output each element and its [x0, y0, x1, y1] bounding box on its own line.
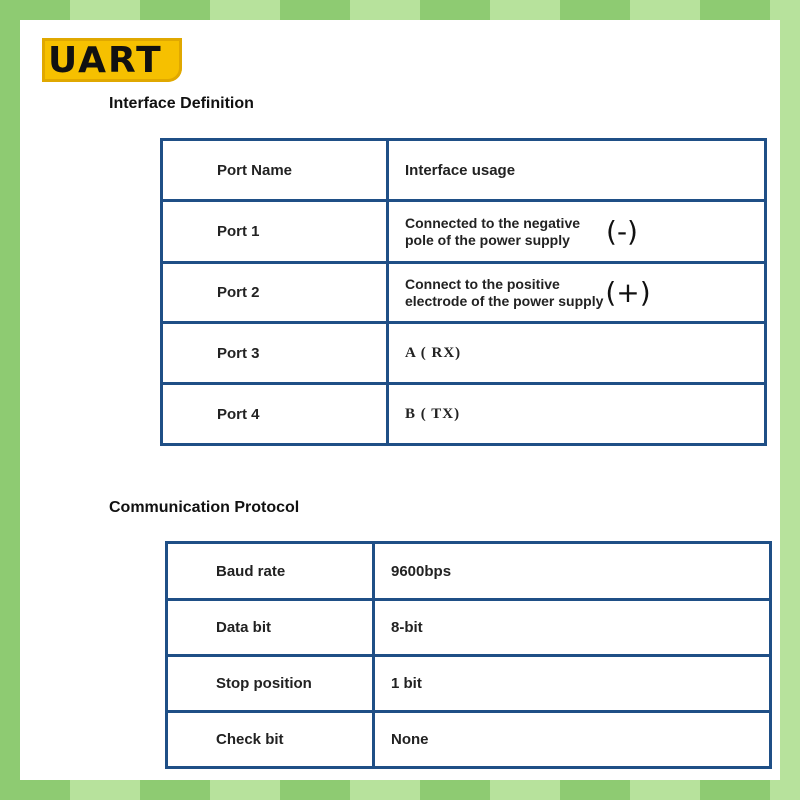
header-interface-usage: Interface usage [388, 140, 766, 201]
table-row [162, 323, 766, 384]
protocol-table [165, 541, 772, 769]
table-row [167, 543, 771, 600]
usage-cell [388, 201, 766, 263]
negative-symbol: (-) [606, 215, 638, 248]
document-sheet [20, 20, 780, 780]
usage-line-1: Connected to the negative [405, 214, 581, 231]
protocol-label-cell: Stop position [167, 656, 374, 712]
interface-definition-title: Interface Definition [109, 95, 254, 112]
interface-table [160, 138, 767, 446]
usage-line-2: electrode of the power supply [405, 292, 604, 309]
usage-cell: A ( RX) [388, 323, 766, 384]
usage-line-2: pole of the power supply [405, 231, 570, 248]
header-port-name: Port Name [162, 140, 388, 201]
usage-line-1: Connect to the positive [405, 275, 560, 292]
table-row [167, 600, 771, 656]
communication-protocol-title: Communication Protocol [109, 499, 300, 516]
port-name-cell: Port 1 [162, 201, 388, 263]
table-row [167, 712, 771, 768]
protocol-value-cell: None [374, 712, 771, 768]
table-row [162, 201, 766, 263]
table-row [162, 263, 766, 323]
positive-symbol: (+) [605, 276, 651, 309]
protocol-value-cell: 9600bps [374, 543, 771, 600]
protocol-label-cell: Check bit [167, 712, 374, 768]
protocol-label-cell: Baud rate [167, 543, 374, 600]
port-name-cell: Port 3 [162, 323, 388, 384]
protocol-value-cell: 1 bit [374, 656, 771, 712]
table-row [162, 384, 766, 445]
protocol-label-cell: Data bit [167, 600, 374, 656]
badge-label: UART [48, 40, 163, 81]
table-header-row [162, 140, 766, 201]
protocol-value-cell: 8-bit [374, 600, 771, 656]
port-name-cell: Port 2 [162, 263, 388, 323]
uart-badge [42, 38, 182, 82]
table-row [167, 656, 771, 712]
usage-cell: B ( TX) [388, 384, 766, 445]
usage-cell [388, 263, 766, 323]
port-name-cell: Port 4 [162, 384, 388, 445]
